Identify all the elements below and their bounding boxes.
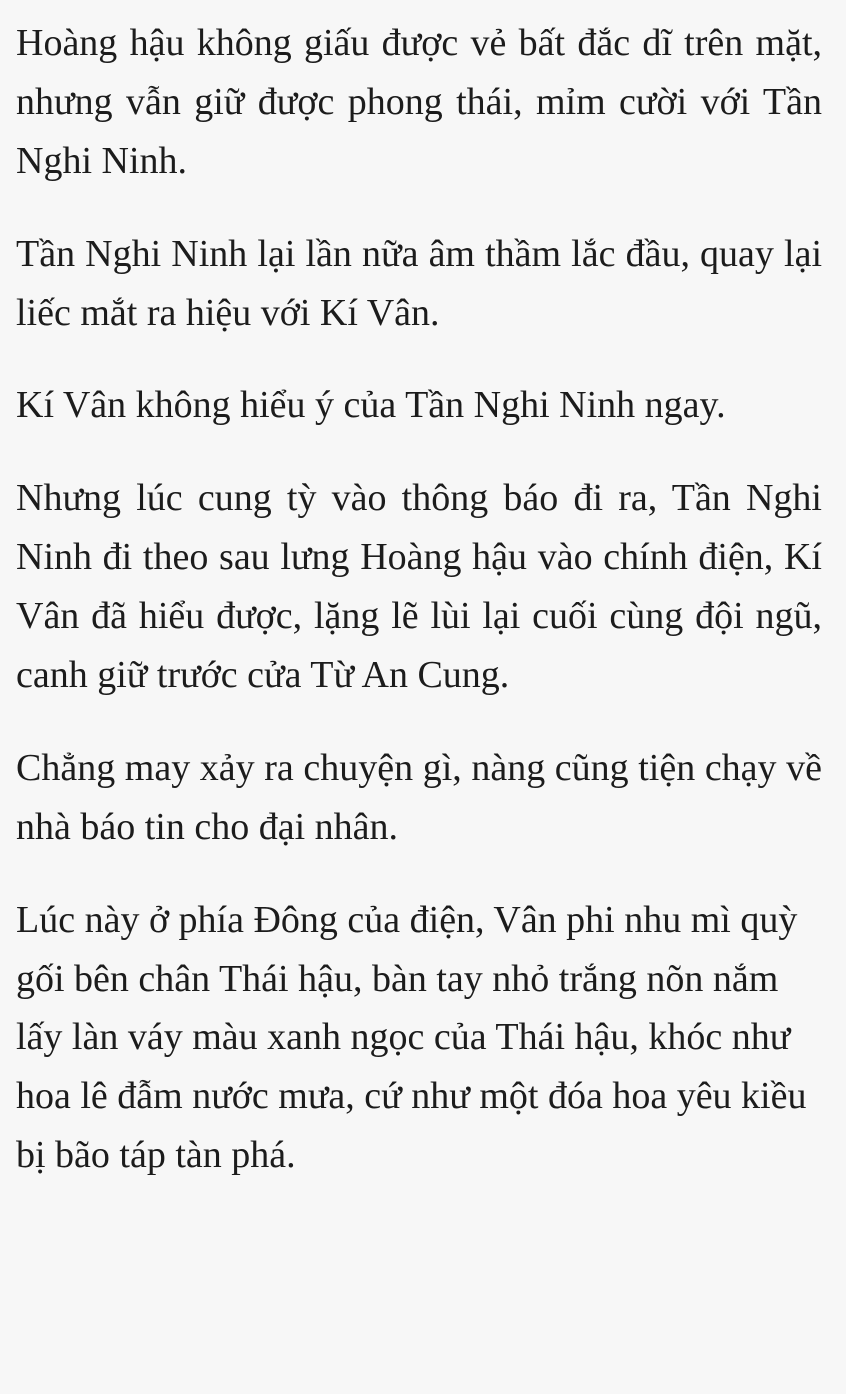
story-paragraph: Lúc này ở phía Đông của điện, Vân phi nhu mì quỳ gối bên chân Thái hậu, bàn tay nhỏ trắng nõn nắm lấy làn váy màu xanh ngọc của Thái hậu, khóc như hoa lê đẫm nước mưa, cứ như một đóa hoa yêu kiều bị bão táp tàn phá. [16,898,807,1177]
story-paragraph: Kí Vân không hiểu ý của Tần Nghi Ninh ngay. [16,384,726,427]
story-paragraph: Nhưng lúc cung tỳ vào thông báo đi ra, Tần Nghi Ninh đi theo sau lưng Hoàng hậu vào chính điện, Kí Vân đã hiểu được, lặng lẽ lùi lại cuối cùng đội ngũ, canh giữ trước cửa Từ An Cung. [16,477,822,697]
story-paragraph: Hoàng hậu không giấu được vẻ bất đắc dĩ trên mặt, nhưng vẫn giữ được phong thái, mỉm cười với Tần Nghi Ninh. [16,22,822,182]
story-paragraph: Tần Nghi Ninh lại lần nữa âm thầm lắc đầu, quay lại liếc mắt ra hiệu với Kí Vân. [16,232,822,334]
story-paragraph: Chẳng may xảy ra chuyện gì, nàng cũng tiện chạy về nhà báo tin cho đại nhân. [16,746,822,848]
